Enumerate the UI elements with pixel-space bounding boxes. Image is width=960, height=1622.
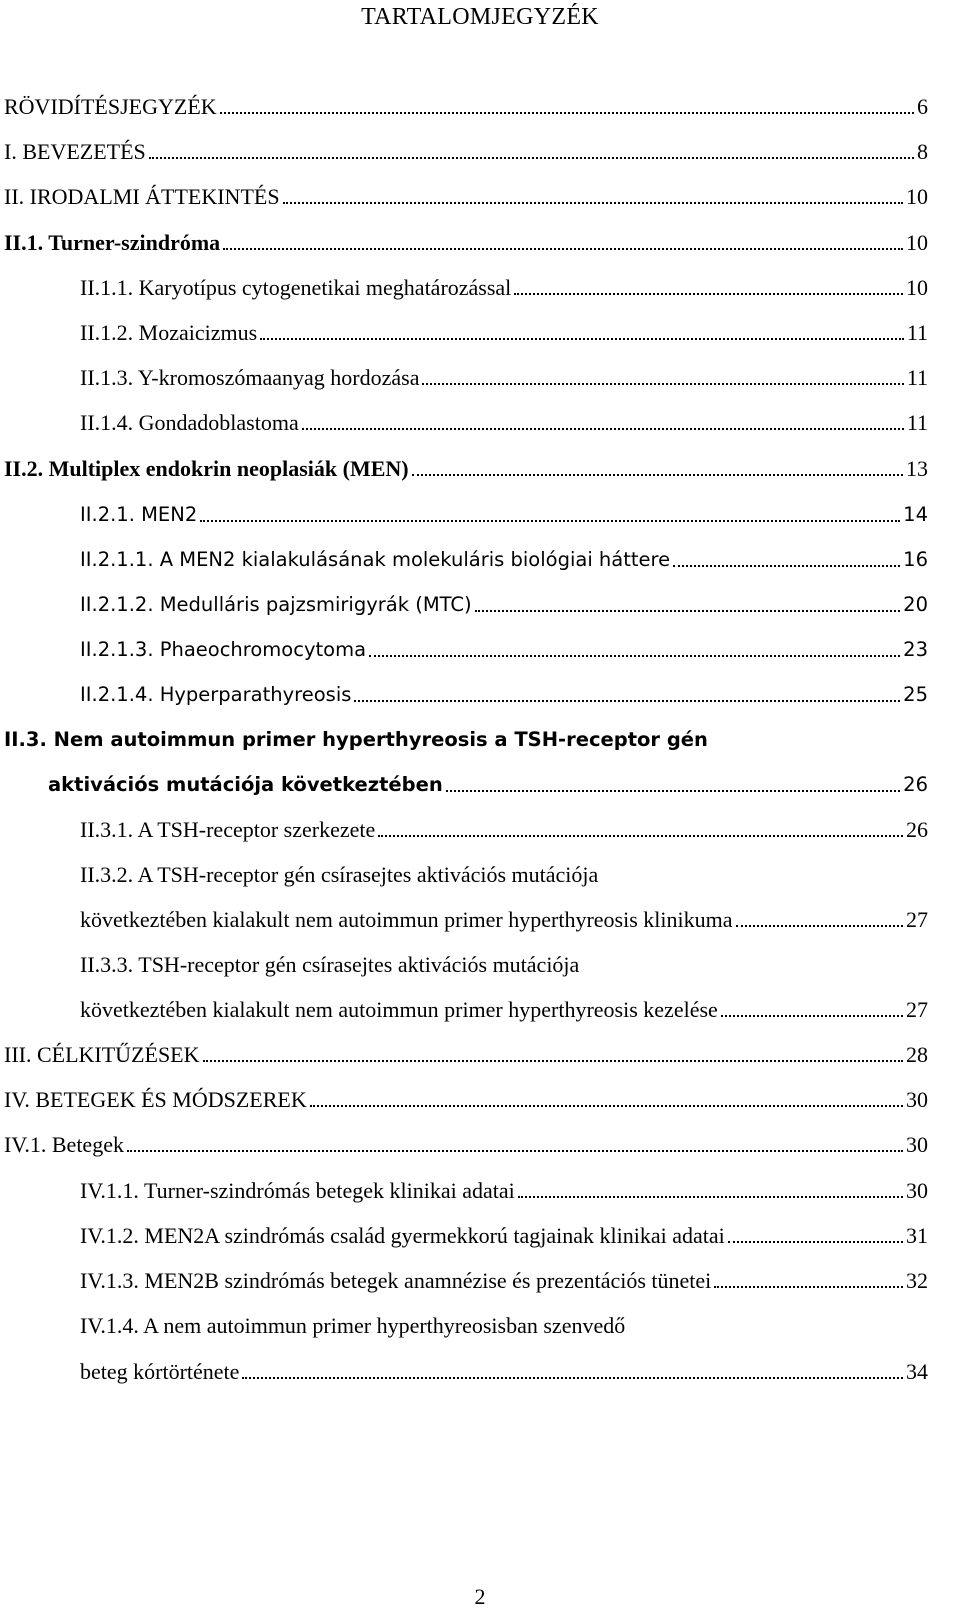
toc-label: II. IRODALMI ÁTTEKINTÉS (4, 184, 280, 209)
toc-label: beteg kórtörténete (80, 1359, 240, 1384)
toc-row[interactable] (80, 273, 928, 303)
dot-leader (412, 474, 903, 476)
toc-page-number: 16 (903, 548, 928, 571)
toc-label: II.2.1.4. Hyperparathyreosis (80, 683, 352, 706)
toc-row[interactable] (80, 318, 928, 348)
dot-leader (302, 428, 904, 430)
toc-label-first-line: II.3.3. TSH-receptor gén csírasejtes aktivációs mutációja (80, 952, 580, 977)
toc-label: II.1.1. Karyotípus cytogenetikai meghatározással (80, 275, 512, 300)
toc-row[interactable] (4, 92, 928, 122)
dot-leader (260, 338, 904, 340)
dot-leader (721, 1015, 903, 1017)
page-number: 2 (474, 1584, 486, 1609)
dot-leader (242, 1377, 903, 1379)
toc-label: IV. BETEGEK ÉS MÓDSZEREK (4, 1087, 307, 1112)
toc-label: II.2.1.3. Phaeochromocytoma (80, 638, 367, 661)
dot-leader (283, 202, 903, 204)
toc-page-number: 31 (906, 1223, 928, 1248)
dot-leader (200, 520, 900, 522)
dot-leader (220, 112, 914, 114)
toc-row[interactable] (4, 137, 928, 167)
toc-label: II.2.1. MEN2 (80, 503, 198, 526)
toc-label-first-line: II.3.2. A TSH-receptor gén csírasejtes aktivációs mutációja (80, 862, 599, 887)
toc-page-number: 27 (906, 997, 928, 1022)
toc-label: IV.1.1. Turner-szindrómás betegek klinikai adatai (80, 1178, 515, 1203)
toc-row[interactable] (4, 1130, 928, 1160)
dot-leader (223, 248, 903, 250)
toc-label-first-line: IV.1.4. A nem autoimmun primer hyperthyreosisban szenvedő (80, 1313, 626, 1338)
toc-label: II.1. Turner-szindróma (4, 230, 221, 255)
dot-leader (149, 157, 914, 159)
toc-row[interactable] (80, 905, 928, 935)
toc-row[interactable] (80, 1357, 928, 1387)
toc-page-number: 27 (906, 907, 928, 932)
toc-page-number: 30 (906, 1087, 928, 1112)
toc-row[interactable] (48, 770, 928, 800)
toc-page-number: 11 (906, 365, 928, 390)
toc-label: aktivációs mutációja következtében (48, 773, 443, 796)
dot-leader (127, 1150, 903, 1152)
toc-row[interactable] (80, 363, 928, 393)
toc-page-number: 13 (906, 456, 928, 481)
toc-page-number: 10 (906, 275, 928, 300)
toc-row[interactable] (80, 545, 928, 575)
toc-label: II.1.4. Gondadoblastoma (80, 410, 299, 435)
toc-row[interactable] (4, 228, 928, 258)
toc-page-number: 32 (906, 1268, 928, 1293)
toc-page-number: 26 (903, 773, 928, 796)
toc-label: II.1.3. Y-kromoszómaanyag hordozása (80, 365, 420, 390)
dot-leader (673, 565, 900, 567)
toc-row[interactable] (80, 635, 928, 665)
toc-page-number: 28 (906, 1042, 928, 1067)
toc-row[interactable] (4, 182, 928, 212)
toc-page-number: 10 (906, 230, 928, 255)
toc-page-number: 30 (906, 1178, 928, 1203)
toc-page-number: 34 (906, 1359, 928, 1384)
dot-leader (369, 655, 900, 657)
dot-leader (378, 835, 903, 837)
toc-page-number: 10 (906, 184, 928, 209)
toc-row[interactable] (80, 680, 928, 710)
toc-page-number: 30 (906, 1132, 928, 1157)
toc-label: IV.1. Betegek (4, 1132, 124, 1157)
dot-leader (728, 1241, 903, 1243)
toc-row[interactable] (4, 454, 928, 484)
dot-leader (518, 1196, 903, 1198)
toc-label: RÖVIDÍTÉSJEGYZÉK (4, 94, 217, 119)
dot-leader (422, 383, 903, 385)
toc-label: IV.1.2. MEN2A szindrómás család gyermekkorú tagjainak klinikai adatai (80, 1223, 725, 1248)
toc-label: következtében kialakult nem autoimmun primer hyperthyreosis kezelése (80, 997, 718, 1022)
dot-leader (203, 1060, 903, 1062)
toc-row[interactable] (4, 1085, 928, 1115)
toc-label-first-line: II.3. Nem autoimmun primer hyperthyreosis a TSH-receptor gén (4, 728, 708, 751)
dot-leader (446, 790, 900, 792)
dot-leader (475, 610, 901, 612)
page-title: TARTALOMJEGYZÉK (361, 4, 599, 30)
toc-label: II.3.1. A TSH-receptor szerkezete (80, 817, 376, 842)
toc-label: IV.1.3. MEN2B szindrómás betegek anamnézise és prezentációs tünetei (80, 1268, 712, 1293)
toc-label: következtében kialakult nem autoimmun primer hyperthyreosis klinikuma (80, 907, 733, 932)
toc-page-number: 14 (903, 503, 928, 526)
toc-row[interactable] (80, 1221, 928, 1251)
toc-row[interactable] (80, 1176, 928, 1206)
toc-row[interactable] (80, 815, 928, 845)
toc-label: II.2.1.2. Medulláris pajzsmirigyrák (MTC) (80, 593, 472, 616)
toc-page-number: 25 (903, 683, 928, 706)
dot-leader (736, 925, 903, 927)
toc-row[interactable] (80, 500, 928, 530)
toc-page-number: 23 (903, 638, 928, 661)
toc-page-number: 26 (906, 817, 928, 842)
dot-leader (310, 1105, 903, 1107)
toc-label: I. BEVEZETÉS (4, 139, 146, 164)
dot-leader (714, 1286, 903, 1288)
toc-row[interactable] (80, 408, 928, 438)
dot-leader (514, 293, 903, 295)
toc-page-number: 11 (906, 410, 928, 435)
toc-label: II.2. Multiplex endokrin neoplasiák (MEN) (4, 456, 409, 481)
toc-row[interactable] (80, 1266, 928, 1296)
toc-label: III. CÉLKITŰZÉSEK (4, 1042, 200, 1067)
toc-label: II.1.2. Mozaicizmus (80, 320, 258, 345)
toc-page-number: 6 (917, 94, 928, 119)
toc-row[interactable] (80, 590, 928, 620)
toc-page-number: 20 (903, 593, 928, 616)
toc-row[interactable] (80, 995, 928, 1025)
dot-leader (354, 700, 900, 702)
toc-page-number: 8 (917, 139, 928, 164)
toc-row[interactable] (4, 1040, 928, 1070)
toc-page-number: 11 (906, 320, 928, 345)
toc-label: II.2.1.1. A MEN2 kialakulásának molekuláris biológiai háttere (80, 548, 671, 571)
